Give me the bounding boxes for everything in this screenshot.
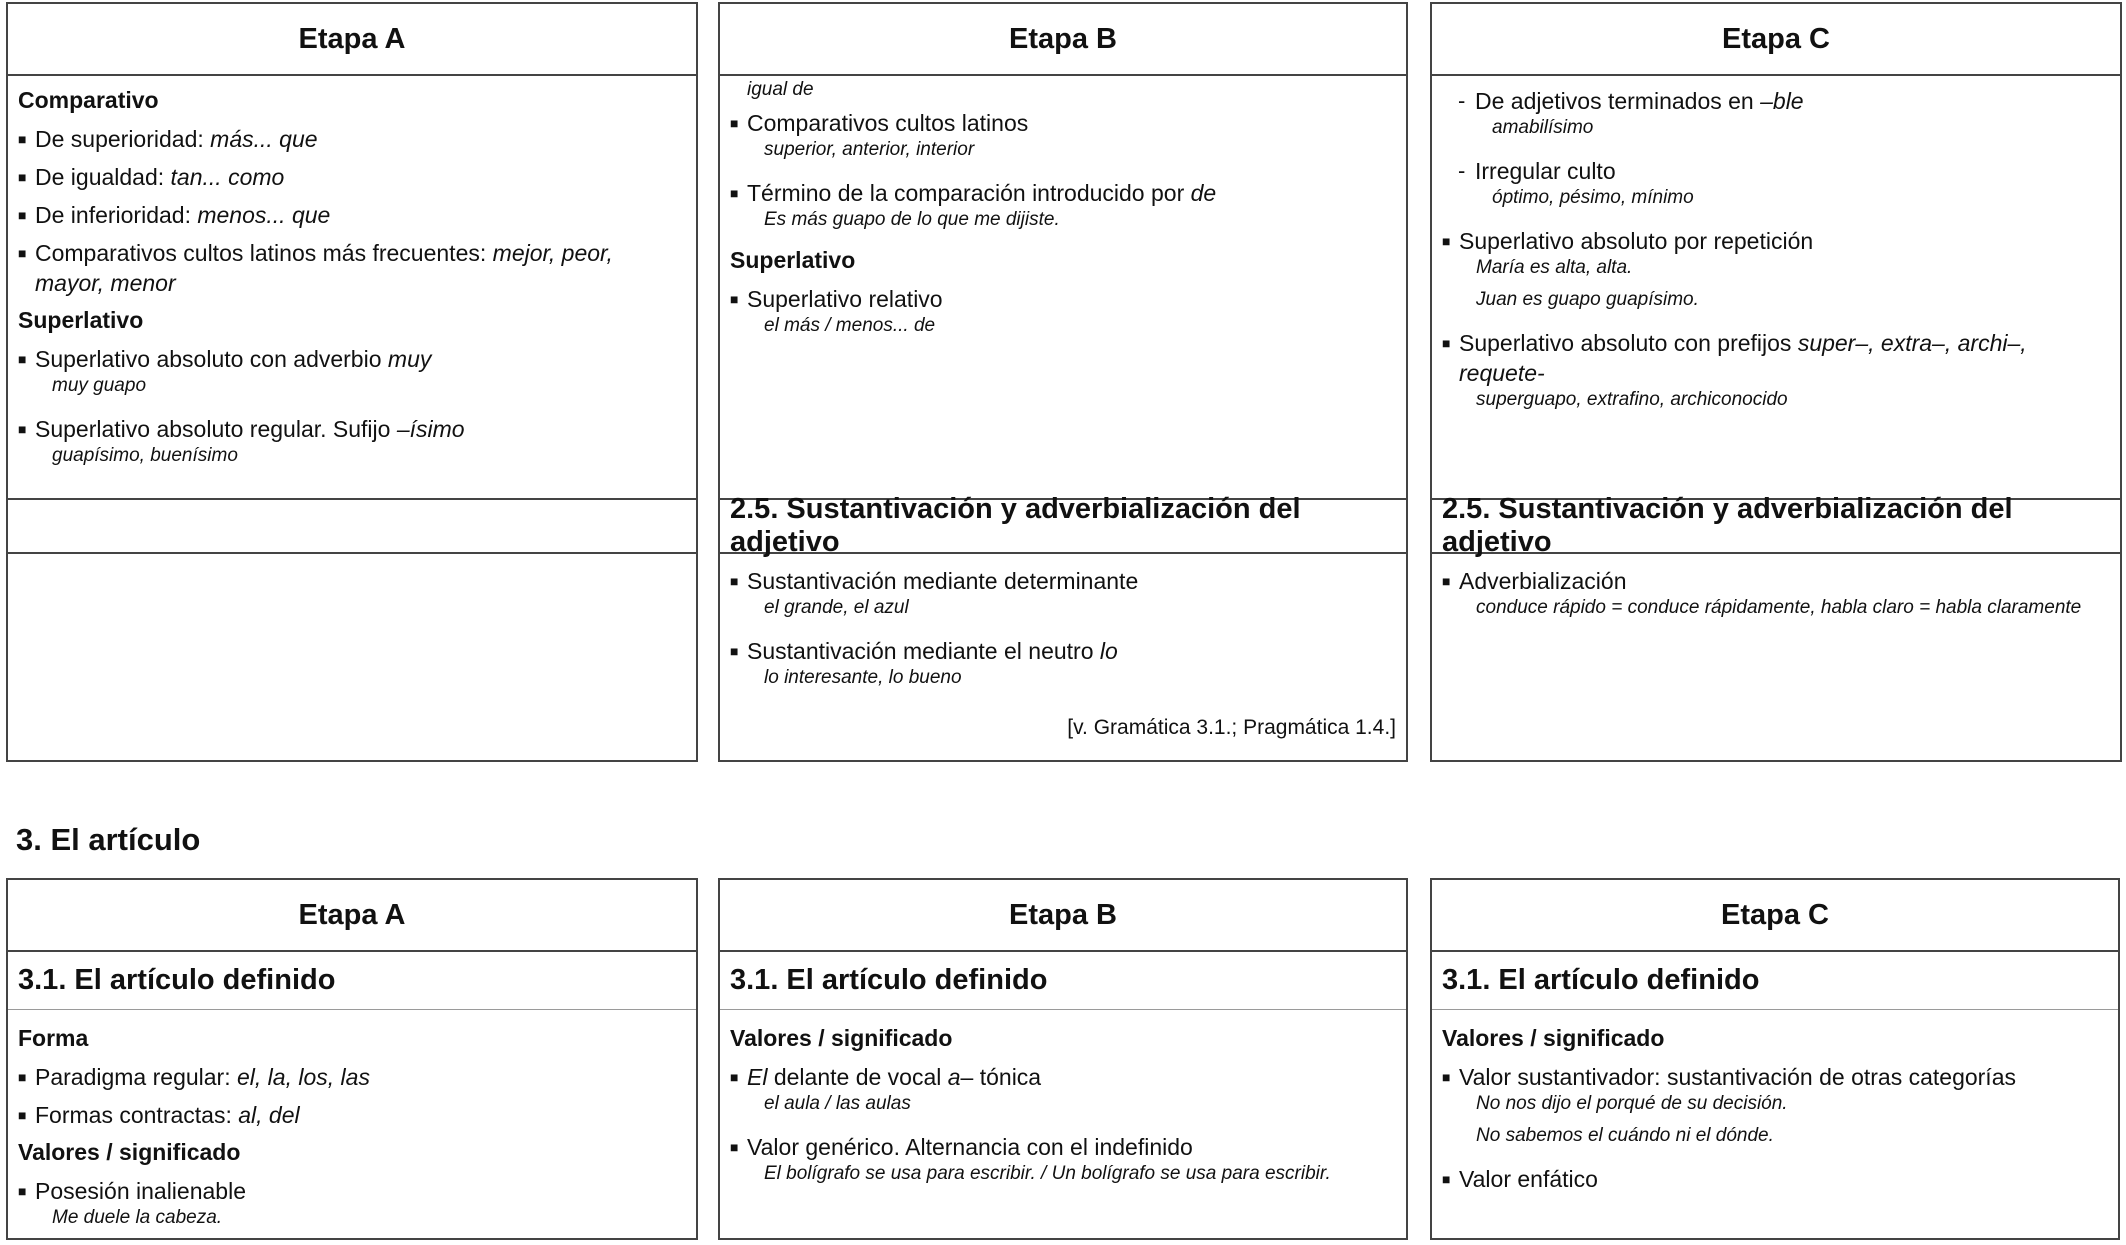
list-item: ■ Término de la comparación introducido por de Es más guapo de lo que me dijiste.: [730, 178, 1392, 234]
example-text: el grande, el azul: [764, 597, 909, 618]
etapa-a-content: [8, 1018, 696, 1240]
bullet-icon: ■: [1442, 335, 1451, 351]
etapa-b-header: Etapa B: [720, 880, 1406, 952]
example-text: el más / menos... de: [764, 315, 936, 336]
list-item: ■ De inferioridad: menos... que: [18, 202, 331, 228]
example-text: superior, anterior, interior: [764, 139, 975, 160]
category-valores: Valores / significado: [1442, 1025, 1665, 1051]
bullet-icon: ■: [730, 573, 739, 589]
etapa-c-content: [1432, 80, 2120, 422]
etapa-b-table: [718, 2, 1408, 762]
list-item: ■ Comparativos cultos latinos superior, anterior, interior: [730, 108, 1392, 164]
bullet-icon: ■: [730, 185, 739, 201]
bullet-icon: ■: [730, 643, 739, 659]
example-text: muy guapo: [52, 375, 147, 396]
section-2-5-content: [1432, 560, 2120, 630]
list-item: ■ Sustantivación mediante determinante el grande, el azul: [730, 566, 1392, 622]
example-text: No sabemos el cuándo ni el dónde.: [1476, 1125, 1774, 1146]
example-text: superguapo, extrafino, archiconocido: [1476, 389, 1788, 410]
section-title-2-5: 2.5. Sustantivación y adverbialización del adjetivo: [1432, 498, 2120, 554]
list-item: ■ De igualdad: tan... como: [18, 164, 285, 190]
list-item: ■ Superlativo absoluto con prefijos super–, extra–, archi–, requete- superguapo, extrafino, archiconocido: [1442, 328, 2106, 414]
dash-icon: -: [1458, 88, 1466, 113]
example-text: lo interesante, lo bueno: [764, 667, 962, 688]
section-3-title: 3. El artículo: [16, 822, 201, 857]
list-item: ■ Valor sustantivador: sustantivación de otras categorías No nos dijo el porqué de su decisión. No sabemos el cuándo ni el dónde.: [1442, 1062, 2104, 1150]
list-item: ■ Valor enfático: [1442, 1166, 1598, 1192]
example-text: Me duele la cabeza.: [52, 1207, 223, 1228]
example-text: Es más guapo de lo que me dijiste.: [764, 209, 1060, 230]
etapa-c-content: [1432, 1018, 2118, 1202]
bullet-icon: ■: [730, 1069, 739, 1085]
category-superlativo: Superlativo: [18, 307, 144, 333]
example-text: conduce rápido = conduce rápidamente, habla claro = habla claramente: [1476, 597, 2082, 618]
list-item: ■ Superlativo absoluto con adverbio muy muy guapo: [18, 344, 682, 400]
etapa-b-table: [718, 878, 1408, 1240]
bullet-icon: ■: [18, 1069, 27, 1085]
list-item: ■ Superlativo absoluto regular. Sufijo –ísimo guapísimo, buenísimo: [18, 414, 682, 470]
example-text: Juan es guapo guapísimo.: [1476, 289, 1699, 310]
etapa-a-table: [6, 2, 698, 762]
bullet-icon: ■: [18, 1107, 27, 1123]
example-text: igual de: [747, 79, 814, 100]
etapa-a-content: [8, 80, 696, 478]
list-item: ■ Valor genérico. Alternancia con el indefinido El bolígrafo se usa para escribir. / Un bolígrafo se usa para escribir.: [730, 1132, 1392, 1188]
list-item: ■ Superlativo absoluto por repetición María es alta, alta. Juan es guapo guapísimo.: [1442, 226, 2106, 314]
bullet-icon: ■: [730, 291, 739, 307]
section-2-5-content: [720, 560, 1406, 700]
bullet-icon: ■: [1442, 1171, 1451, 1187]
example-text: óptimo, pésimo, mínimo: [1492, 187, 1694, 208]
list-item: ■ Sustantivación mediante el neutro lo lo interesante, lo bueno: [730, 636, 1392, 692]
subsection-title: 3.1. El artículo definido: [1432, 952, 2118, 1010]
list-item: ■ Formas contractas: al, del: [18, 1102, 300, 1128]
etapa-a-header: Etapa A: [8, 880, 696, 952]
etapa-b-content: [720, 1018, 1406, 1196]
list-item: ■ Paradigma regular: el, la, los, las: [18, 1064, 370, 1090]
list-item: ■ Adverbialización conduce rápido = conduce rápidamente, habla claro = habla claramente: [1442, 566, 2106, 622]
example-text: amabilísimo: [1492, 117, 1594, 138]
etapa-c-header: Etapa C: [1432, 880, 2118, 952]
etapa-c-header: Etapa C: [1432, 4, 2120, 76]
empty-section-row: [8, 498, 696, 554]
bullet-icon: ■: [730, 1139, 739, 1155]
example-text: María es alta, alta.: [1476, 257, 1633, 278]
bullet-icon: ■: [18, 351, 27, 367]
etapa-a-header: Etapa A: [8, 4, 696, 76]
category-valores: Valores / significado: [730, 1025, 953, 1051]
etapa-c-table: [1430, 878, 2120, 1240]
category-forma: Forma: [18, 1025, 89, 1051]
etapa-a-table: [6, 878, 698, 1240]
list-item: ■ Posesión inalienable Me duele la cabeza.: [18, 1176, 682, 1232]
bullet-icon: ■: [18, 245, 27, 261]
list-item: - Irregular culto óptimo, pésimo, mínimo: [1442, 156, 2106, 212]
bullet-icon: ■: [730, 115, 739, 131]
bullet-icon: ■: [18, 421, 27, 437]
etapa-c-table: [1430, 2, 2122, 762]
list-item: ■ Superlativo relativo el más / menos... de: [730, 284, 1392, 340]
bullet-icon: ■: [18, 207, 27, 223]
example-text: El bolígrafo se usa para escribir. / Un bolígrafo se usa para escribir.: [764, 1163, 1331, 1184]
bullet-icon: ■: [18, 1183, 27, 1199]
etapa-b-header: Etapa B: [720, 4, 1406, 76]
list-item: - De adjetivos terminados en –ble amabilísimo: [1442, 86, 2106, 142]
section-title-2-5: 2.5. Sustantivación y adverbialización del adjetivo: [720, 498, 1406, 554]
example-text: No nos dijo el porqué de su decisión.: [1476, 1093, 1788, 1114]
bullet-icon: ■: [1442, 233, 1451, 249]
list-item: ■ De superioridad: más... que: [18, 126, 318, 152]
list-item: ■ Comparativos cultos latinos más frecuentes: mejor, peor, mayor, menor: [18, 240, 613, 296]
reference-note: [v. Gramática 3.1.; Pragmática 1.4.]: [1067, 716, 1396, 739]
list-item: ■ El delante de vocal a– tónica el aula / las aulas: [730, 1062, 1392, 1118]
category-superlativo: Superlativo: [730, 247, 856, 273]
bullet-icon: ■: [1442, 1069, 1451, 1085]
example-text: el aula / las aulas: [764, 1093, 911, 1114]
subsection-title: 3.1. El artículo definido: [720, 952, 1406, 1010]
example-text: guapísimo, buenísimo: [52, 445, 238, 466]
subsection-title: 3.1. El artículo definido: [8, 952, 696, 1010]
bullet-icon: ■: [1442, 573, 1451, 589]
etapa-b-content: [720, 78, 1406, 348]
category-valores: Valores / significado: [18, 1139, 241, 1165]
category-comparativo: Comparativo: [18, 87, 159, 113]
dash-icon: -: [1458, 158, 1466, 183]
bullet-icon: ■: [18, 169, 27, 185]
bullet-icon: ■: [18, 131, 27, 147]
